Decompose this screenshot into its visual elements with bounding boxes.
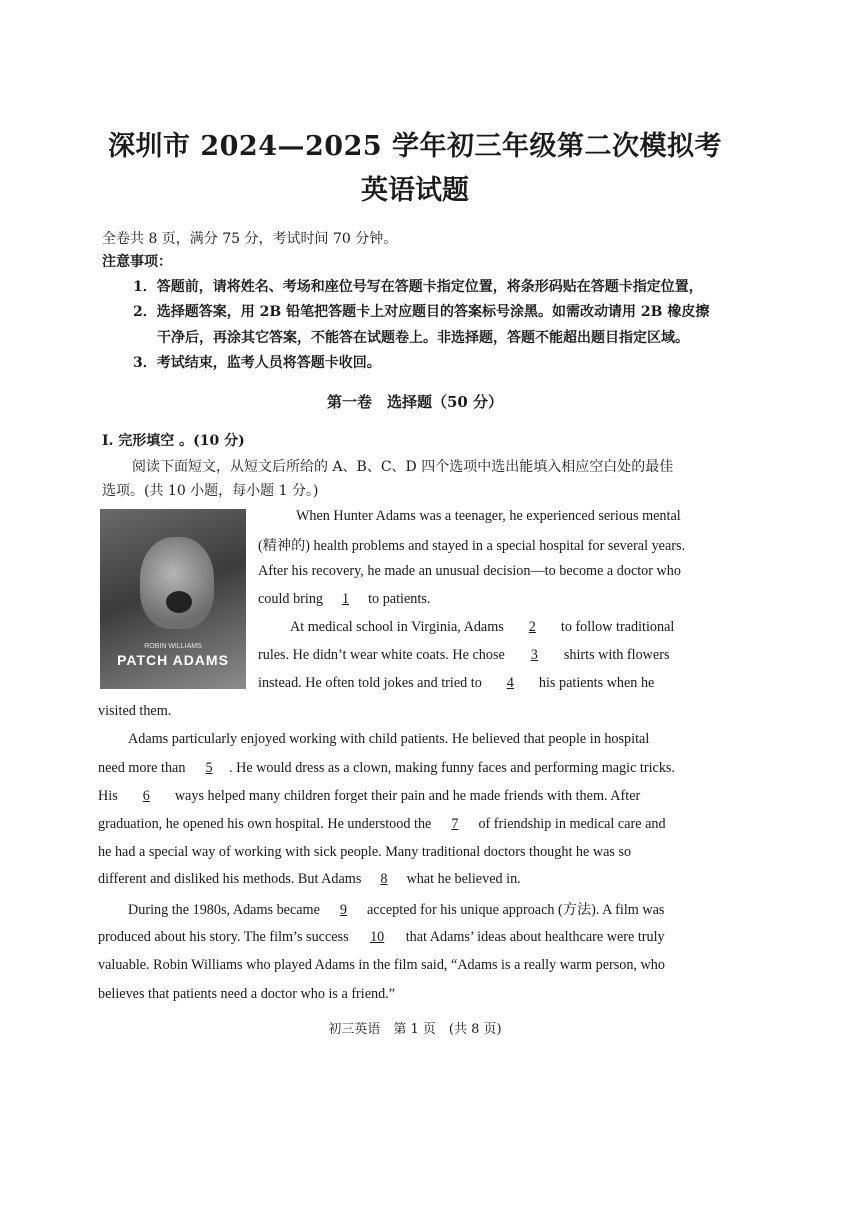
passage-text: could bring [258,591,324,607]
passage-line: After his recovery, he made an unusual decision—to become a doctor who [258,563,681,579]
passage-text: graduation, he opened his own hospital. He understood the [98,816,432,832]
passage-line: When Hunter Adams was a teenager, he experienced serious mental [296,508,681,524]
blank-5: 5 [205,760,213,776]
passage-line [98,816,666,833]
passage-text: ways helped many children forget their pain and he made friends with them. After [174,788,641,804]
blank-3: 3 [530,647,538,663]
passage-line: (精神的) health problems and stayed in a special hospital for several years. [258,538,686,554]
blank-9: 9 [339,902,347,918]
passage-text: need more than [98,760,186,776]
blank-7: 7 [451,816,459,832]
passage-text: to patients. [368,591,431,607]
passage-text: . He would dress as a clown, making funny faces and performing magic tricks. [229,760,675,776]
passage-text: rules. He didn’t wear white coats. He chose [258,647,505,663]
passage-text: different and disliked his methods. But Adams [98,871,362,887]
passage-line [290,619,674,636]
passage-line [98,760,675,777]
passage-text: His [98,788,118,804]
movie-poster-image [100,509,246,689]
blank-6: 6 [142,788,150,804]
clown-nose-graphic [166,591,192,613]
part-instructions: 阅读下面短文，从短文后所给的 A、B、C、D 四个选项中选出能填入相应空白处的最佳 [132,459,674,475]
passage-line: believes that patients need a doctor who is a friend.” [98,986,396,1002]
passage-text: During the 1980s, Adams became [128,902,320,918]
notice-item: 1．答题前，请将姓名、考场和座位号写在答题卡指定位置，将条形码贴在答题卡指定位置， [133,279,703,295]
blank-10: 10 [370,929,385,945]
passage-line [98,871,521,888]
passage-line [128,899,664,919]
exam-subtitle: 英语试题 [361,175,469,206]
passage-text: that Adams’ ideas about healthcare were truly [405,929,665,945]
passage-line [98,788,640,805]
passage-text: accepted for his unique approach (方法). A film was [366,902,665,918]
passage-text: At medical school in Virginia, Adams [290,619,504,635]
passage-line: visited them. [98,703,172,719]
section-title: 第一卷 选择题（50 分） [326,393,504,411]
exam-title: 深圳市 2024—2025 学年初三年级第二次模拟考 [107,131,723,162]
blank-4: 4 [506,675,514,691]
blank-1: 1 [342,591,350,607]
blank-8: 8 [380,871,388,887]
exam-summary: 全卷共 8 页，满分 75 分，考试时间 70 分钟。 [102,231,398,247]
passage-line [258,675,654,692]
passage-text: to follow traditional [560,619,675,635]
passage-text: produced about his story. The film’s success [98,929,349,945]
page-footer: 初三英语 第 1 页 (共 8 页) [328,1022,502,1037]
poster-film-title: PATCH ADAMS [117,652,229,668]
passage-text: of friendship in medical care and [478,816,666,832]
face-graphic [140,537,214,629]
part-heading: I. 完形填空 。(10 分) [102,433,245,449]
notice-item: 3．考试结束，监考人员将答题卡收回。 [133,355,381,371]
part-instructions: 选项。(共 10 小题，每小题 1 分。) [102,483,319,499]
notice-item: 干净后，再涂其它答案，不能答在试题卷上。非选择题，答题不能超出题目指定区域。 [157,330,689,346]
passage-text: shirts with flowers [563,647,670,663]
passage-line: he had a special way of working with sick people. Many traditional doctors thought he was so [98,844,632,860]
passage-line: Adams particularly enjoyed working with child patients. He believed that people in hospital [128,731,650,747]
passage-line: valuable. Robin Williams who played Adams in the film said, “Adams is a really warm person, who [98,957,665,973]
passage-line [258,647,669,664]
passage-text: what he believed in. [406,871,521,887]
passage-text: instead. He often told jokes and tried to [258,675,482,691]
passage-text: his patients when he [538,675,655,691]
passage-line [98,929,665,946]
poster-actor-name: ROBIN WILLIAMS [144,643,202,650]
passage-line [258,591,430,608]
notice-label: 注意事项： [102,254,172,270]
blank-2: 2 [528,619,536,635]
notice-item: 2．选择题答案，用 2B 铅笔把答题卡上对应题目的答案标号涂黑。如需改动请用 2B 橡皮擦 [133,304,710,320]
